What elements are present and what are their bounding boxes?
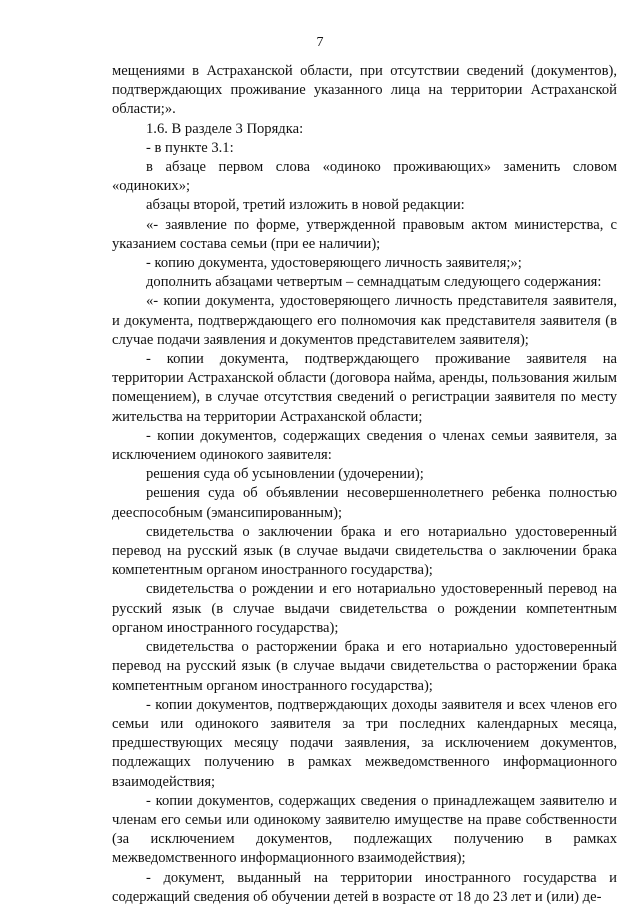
paragraph: дополнить абзацами четвертым – семнадцатым следующего содержания: bbox=[146, 274, 602, 291]
paragraph: - копию документа, удостоверяющего личность заявителя;»; bbox=[146, 255, 522, 272]
page-number: 7 bbox=[316, 35, 324, 50]
document-body bbox=[112, 62, 617, 907]
paragraph: «- заявление по форме, утвержденной правовым актом министерства, с указанием состава семьи (при ее наличии); bbox=[112, 216, 617, 252]
paragraph: - в пункте 3.1: bbox=[146, 139, 234, 156]
paragraph: - документ, выданный на территории иностранного государства и содержащий сведения об обучении детей в возрасте от 18 до 23 лет и (или) де- bbox=[112, 869, 617, 905]
paragraph: - копии документов, подтверждающих доходы заявителя и всех членов его семьи или одинокого заявителя за три последних календарных месяца, предшествующих месяцу подачи заявления, за исключением документов, подлежащих получению в рамках межведомственного информационного взаимодействия; bbox=[112, 696, 617, 790]
paragraph: свидетельства о заключении брака и его нотариально удостоверенный перевод на русский язык (в случае выдачи свидетельства о заключении брака компетентным органом иностранного государства); bbox=[112, 523, 617, 579]
paragraph: 1.6. В разделе 3 Порядка: bbox=[146, 120, 304, 137]
paragraph: мещениями в Астраханской области, при отсутствии сведений (документов), подтверждающих проживание указанного лица на территории Астраханской области;». bbox=[112, 63, 617, 118]
paragraph: «- копии документа, удостоверяющего личность представителя заявителя, и документа, подтверждающего его полномочия как представителя заявителя (в случае подачи заявления и документов представителем заявителя); bbox=[112, 293, 617, 348]
paragraph: абзацы второй, третий изложить в новой редакции: bbox=[146, 197, 465, 214]
paragraph: решения суда об объявлении несовершеннолетнего ребенка полностью дееспособным (эмансипированным); bbox=[112, 485, 617, 521]
paragraph: в абзаце первом слова «одиноко проживающих» заменить словом «одиноких»; bbox=[112, 159, 617, 195]
paragraph: свидетельства о рождении и его нотариально удостоверенный перевод на русский язык (в случае выдачи свидетельства о рождении компетентным органом иностранного государства); bbox=[112, 581, 617, 636]
paragraph: свидетельства о расторжении брака и его нотариально удостоверенный перевод на русский язык (в случае выдачи свидетельства о расторжении брака компетентным органом иностранного государства); bbox=[112, 639, 617, 694]
paragraph: - копии документов, содержащих сведения о членах семьи заявителя, за исключением одинокого заявителя: bbox=[112, 427, 617, 464]
paragraph: - копии документов, содержащих сведения о принадлежащем заявителю и членам его семьи или одинокому заявителю имуществе на праве собственности (за исключением документов, подлежащих получению в рамках межведомственного информационного взаимодействия); bbox=[112, 792, 617, 867]
paragraph: решения суда об усыновлении (удочерении); bbox=[146, 466, 424, 483]
paragraph: - копии документа, подтверждающего проживание заявителя на территории Астраханской области (договора найма, аренды, пользования жилым помещением), в случае отсутствия сведений о регистрации заявителя по месту жительства на территории Астраханской области; bbox=[112, 351, 617, 425]
